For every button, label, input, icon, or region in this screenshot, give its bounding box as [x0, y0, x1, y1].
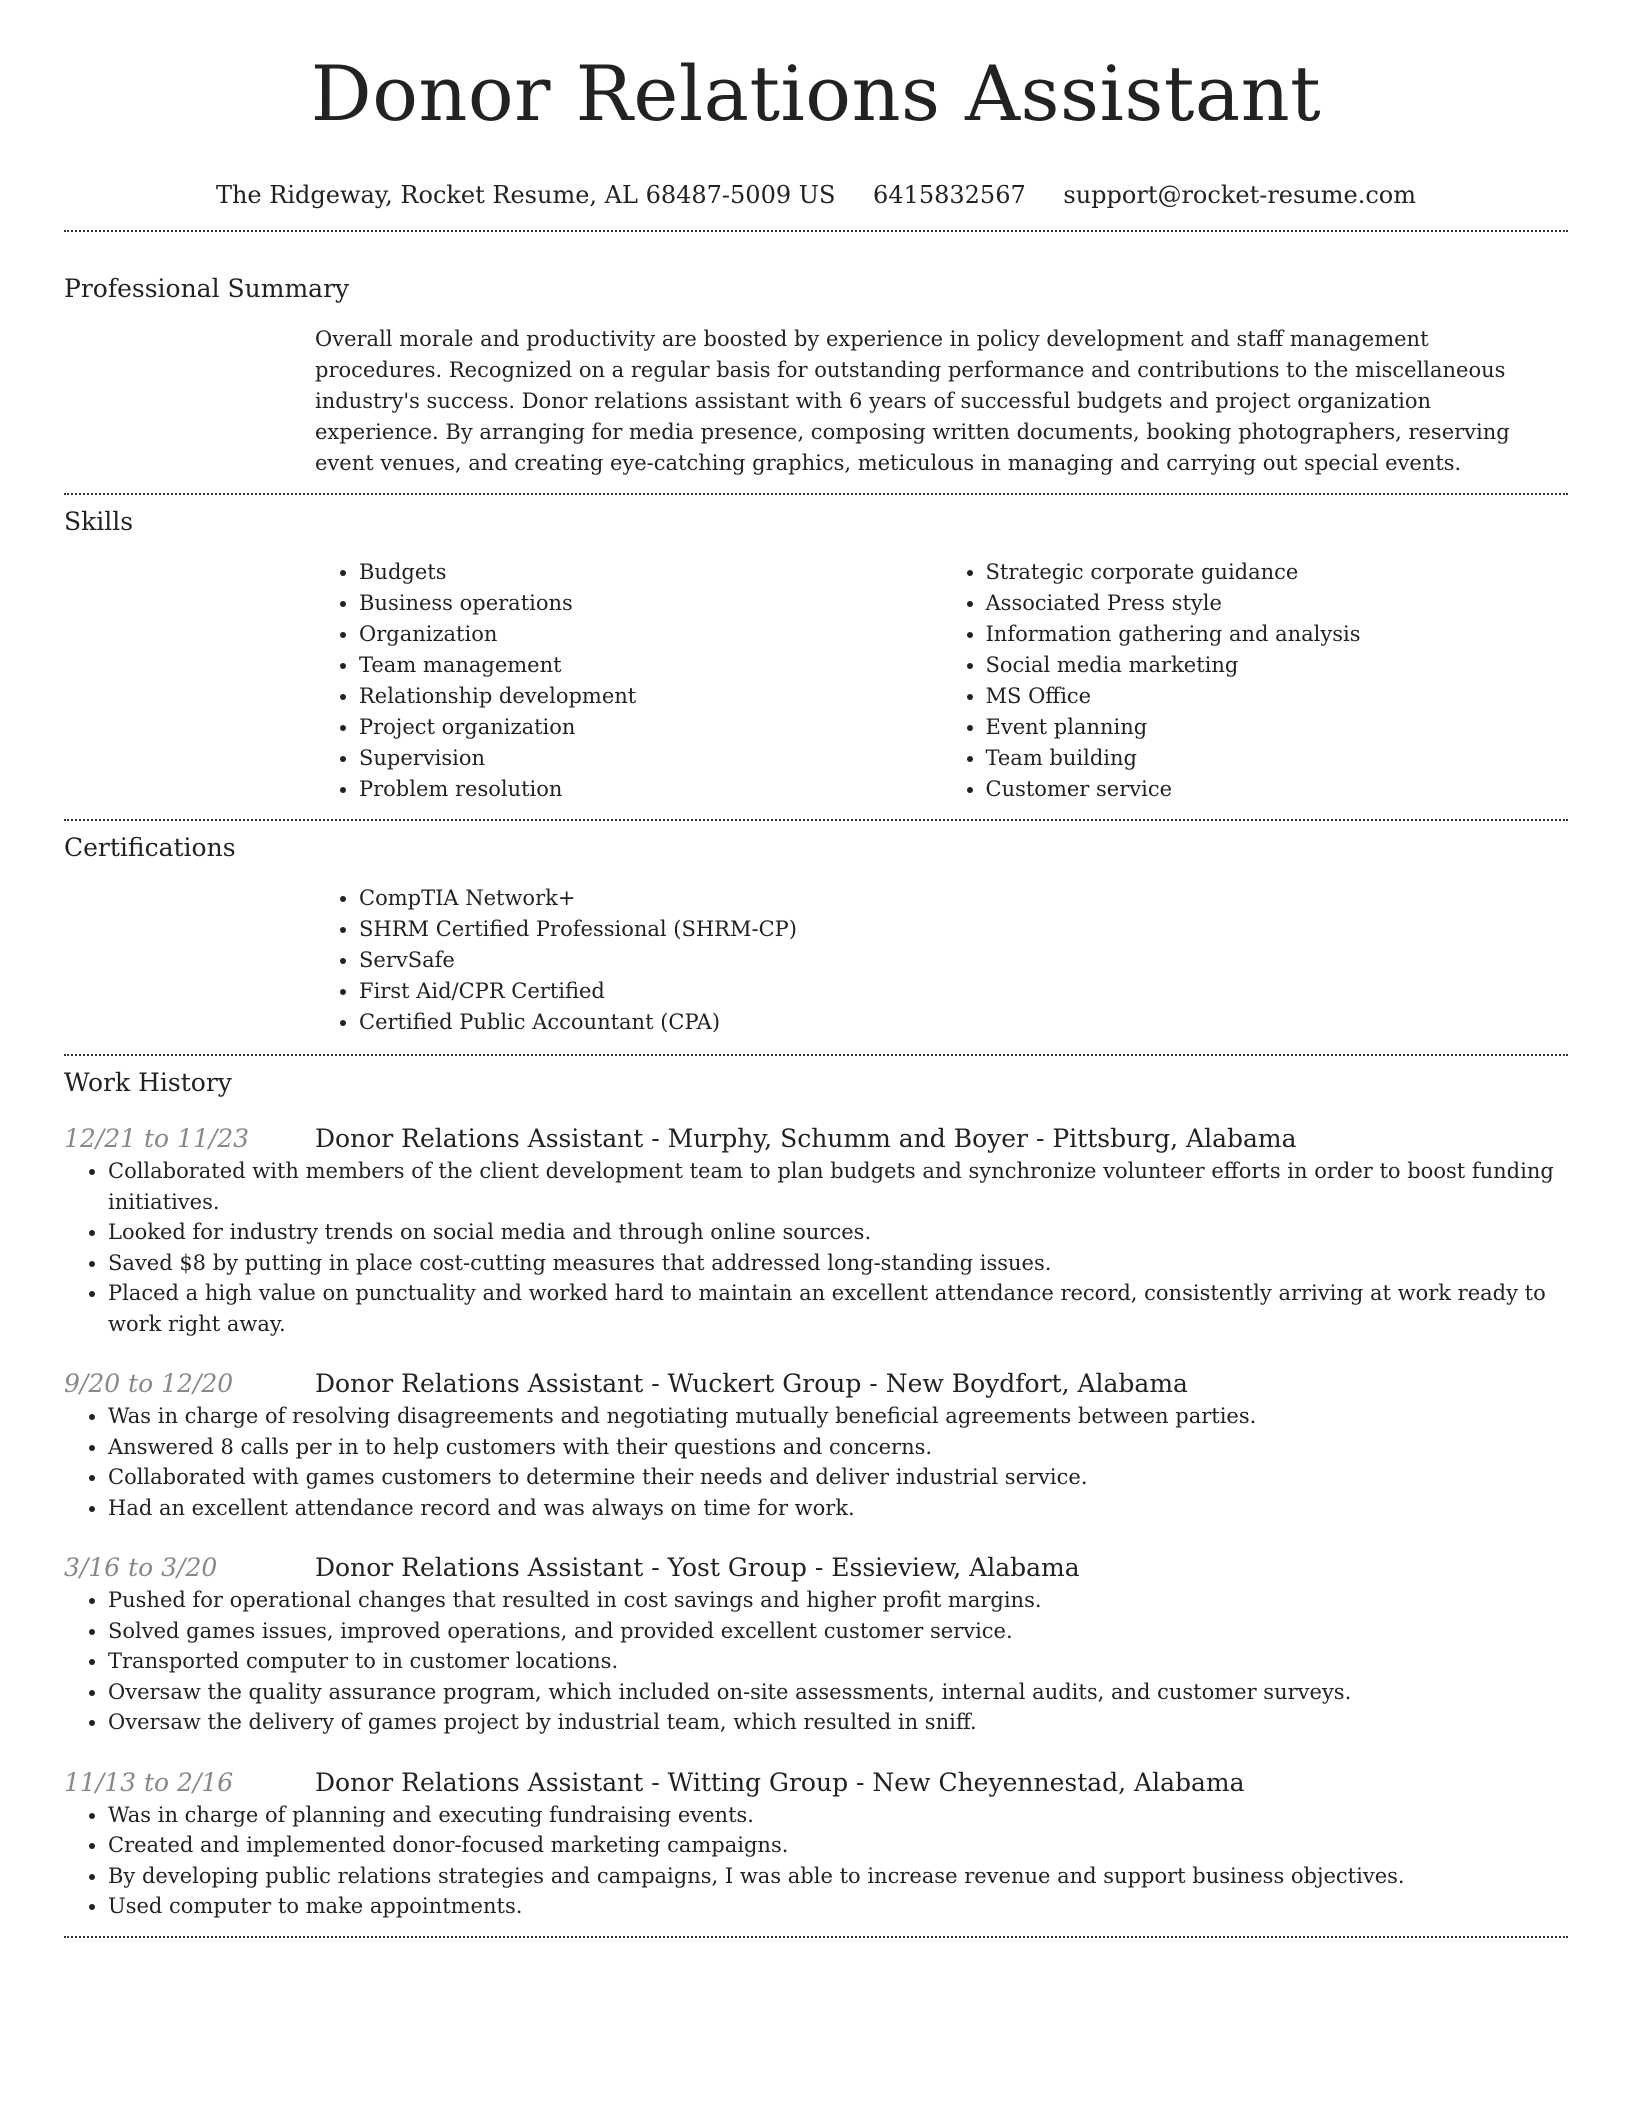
certifications-heading: Certifications — [64, 833, 236, 862]
resume-name: Donor Relations Assistant — [310, 49, 1322, 138]
certification-item: • Certified Public Accountant (CPA) — [359, 1007, 1568, 1038]
job-title: Donor Relations Assistant - Yost Group - Essieview, Alabama — [315, 1553, 1080, 1582]
skill-item: • Team management — [359, 650, 942, 681]
job-title: Donor Relations Assistant - Wuckert Group - New Boydfort, Alabama — [315, 1369, 1188, 1398]
divider — [64, 819, 1568, 821]
job-dates: 9/20 to 12/20 — [64, 1369, 234, 1398]
certification-item: • CompTIA Network+ — [359, 883, 1568, 914]
contact-address: The Ridgeway, Rocket Resume, AL 68487-5009 US — [215, 181, 836, 209]
skills-heading: Skills — [64, 507, 134, 536]
job-bullets — [64, 1585, 1568, 1738]
job-bullet: • Was in charge of resolving disagreements and negotiating mutually beneficial agreements between parties. — [108, 1401, 1568, 1432]
summary-section — [64, 272, 1568, 479]
job-entry — [64, 1551, 1568, 1738]
skill-item: • Customer service — [986, 774, 1569, 805]
job-bullet: • Oversaw the delivery of games project by industrial team, which resulted in sniff. — [108, 1707, 1568, 1738]
skill-item: • Budgets — [359, 557, 942, 588]
job-bullet: • Placed a high value on punctuality and worked hard to maintain an excellent attendance record, consistently arriving at work ready to work right away. — [108, 1278, 1568, 1339]
skill-item: • MS Office — [986, 681, 1569, 712]
job-dates: 3/16 to 3/20 — [64, 1553, 218, 1582]
job-bullet: • By developing public relations strategies and campaigns, I was able to increase revenue and support business objectives. — [108, 1861, 1568, 1892]
skill-item: • Problem resolution — [359, 774, 942, 805]
skills-list-right — [942, 557, 1569, 805]
job-bullet: • Transported computer to in customer locations. — [108, 1646, 1568, 1677]
divider — [64, 493, 1568, 495]
certification-item: • SHRM Certified Professional (SHRM-CP) — [359, 914, 1568, 945]
divider — [64, 230, 1568, 232]
skills-list-left — [315, 557, 942, 805]
resume-page — [64, 0, 1568, 1938]
skill-item: • Strategic corporate guidance — [986, 557, 1569, 588]
contact-email: support@rocket-resume.com — [1063, 181, 1417, 209]
work-history-heading: Work History — [64, 1068, 232, 1097]
job-bullet: • Answered 8 calls per in to help customers with their questions and concerns. — [108, 1432, 1568, 1463]
skill-item: • Social media marketing — [986, 650, 1569, 681]
job-bullet: • Collaborated with members of the client development team to plan budgets and synchronize volunteer efforts in order to boost funding initiatives. — [108, 1156, 1568, 1217]
job-bullet: • Pushed for operational changes that resulted in cost savings and higher profit margins. — [108, 1585, 1568, 1616]
job-bullet: • Had an excellent attendance record and was always on time for work. — [108, 1493, 1568, 1524]
job-bullet: • Oversaw the quality assurance program, which included on-site assessments, internal audits, and customer surveys. — [108, 1677, 1568, 1708]
divider — [64, 1054, 1568, 1056]
skill-item: • Associated Press style — [986, 588, 1569, 619]
job-bullets — [64, 1401, 1568, 1523]
job-bullet: • Solved games issues, improved operations, and provided excellent customer service. — [108, 1616, 1568, 1647]
skill-item: • Supervision — [359, 743, 942, 774]
divider — [64, 1936, 1568, 1938]
skill-item: • Event planning — [986, 712, 1569, 743]
skill-item: • Business operations — [359, 588, 942, 619]
job-bullet: • Used computer to make appointments. — [108, 1891, 1568, 1922]
certifications-section — [64, 831, 1568, 1038]
certification-item: • First Aid/CPR Certified — [359, 976, 1568, 1007]
job-bullets — [64, 1156, 1568, 1339]
summary-heading: Professional Summary — [64, 274, 350, 303]
certification-item: • ServSafe — [359, 945, 1568, 976]
skill-item: • Project organization — [359, 712, 942, 743]
contact-phone: 6415832567 — [873, 181, 1026, 209]
job-dates: 12/21 to 11/23 — [64, 1124, 250, 1153]
skills-section — [64, 505, 1568, 805]
skill-item: • Team building — [986, 743, 1569, 774]
certifications-list — [315, 883, 1568, 1038]
job-bullet: • Was in charge of planning and executing fundraising events. — [108, 1800, 1568, 1831]
job-dates: 11/13 to 2/16 — [64, 1767, 234, 1797]
job-entry — [64, 1766, 1568, 1922]
work-history-section — [64, 1066, 1568, 1922]
job-title: Donor Relations Assistant - Witting Group - New Cheyennestad, Alabama — [315, 1767, 1245, 1797]
job-bullet: • Created and implemented donor-focused marketing campaigns. — [108, 1830, 1568, 1861]
skill-item: • Organization — [359, 619, 942, 650]
job-title: Donor Relations Assistant - Murphy, Schumm and Boyer - Pittsburg, Alabama — [315, 1124, 1297, 1153]
job-bullets — [64, 1800, 1568, 1922]
skill-item: • Relationship development — [359, 681, 942, 712]
job-bullet: • Saved $8 by putting in place cost-cutting measures that addressed long-standing issues. — [108, 1248, 1568, 1279]
job-entry — [64, 1122, 1568, 1339]
job-bullet: • Looked for industry trends on social media and through online sources. — [108, 1217, 1568, 1248]
contact-line — [64, 178, 1568, 212]
summary-text: Overall morale and productivity are boosted by experience in policy development and staff management procedures. Recognized on a regular basis for outstanding performance and contributions to the miscellaneous industry's success. Donor relations assistant with 6 years of successful budgets and project organization experience. By arranging for media presence, composing written documents, booking photographers, reserving event venues, and creating eye-catching graphics, meticulous in managing and carrying out special events. — [315, 327, 1510, 475]
job-bullet: • Collaborated with games customers to determine their needs and deliver industrial service. — [108, 1462, 1568, 1493]
skill-item: • Information gathering and analysis — [986, 619, 1569, 650]
job-entry — [64, 1367, 1568, 1523]
